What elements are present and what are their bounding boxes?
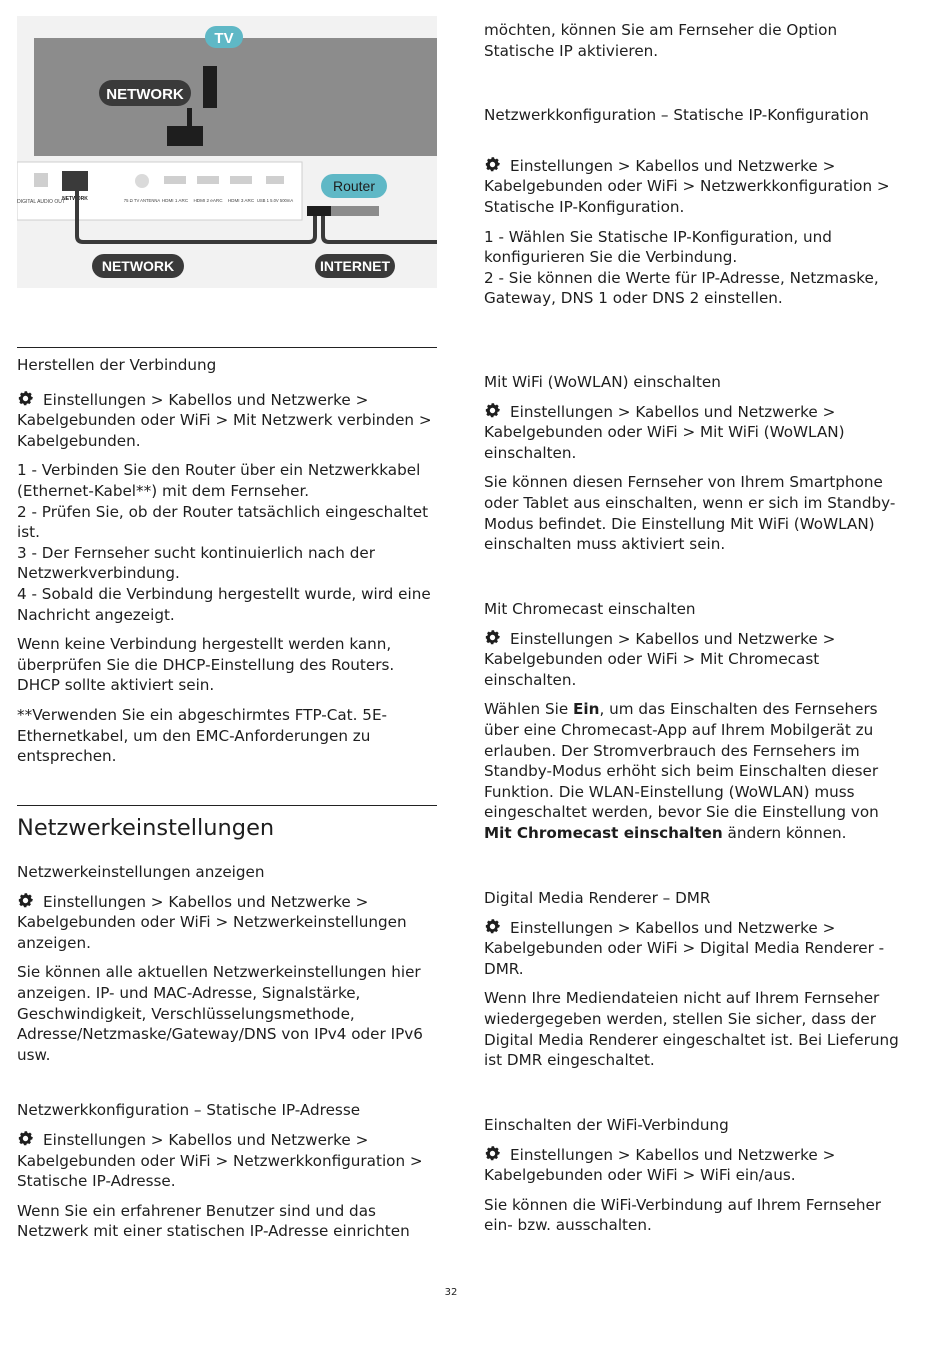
- settings-label: Einstellungen: [510, 156, 613, 175]
- menu-path: > Kabellos und Netzwerke > Kabelgebunden oder WiFi > Netzwerkkonfiguration > Statische IP-Konfiguration.: [484, 156, 890, 216]
- wifi-title: Einschalten der WiFi-Verbindung: [484, 1116, 729, 1134]
- menu-path: > Kabellos und Netzwerke > Kabelgebunden oder WiFi > Mit WiFi (WoWLAN) einschalten.: [484, 402, 845, 462]
- netsettings-heading: Netzwerkeinstellungen: [17, 815, 275, 841]
- dmr-path: [484, 918, 904, 980]
- chromecast-para: [484, 699, 904, 843]
- network-label-bottom: NETWORK: [101, 258, 175, 274]
- page-number: 32: [444, 1287, 458, 1298]
- dmr-title: Digital Media Renderer – DMR: [484, 889, 711, 907]
- wifi-section: [484, 1115, 904, 1236]
- view-settings-title: Netzwerkeinstellungen anzeigen: [17, 863, 265, 881]
- option-ein: Ein: [573, 700, 600, 719]
- connect-path: [17, 390, 438, 452]
- dmr-para: Wenn Ihre Mediendateien nicht auf Ihrem Fernseher wiedergegeben werden, stellen Sie sicher, dass der Digital Media Renderer eingeschaltet ist. Bei Lieferung ist DMR eingeschaltet.: [484, 989, 899, 1070]
- static-ip-config-path: [484, 156, 904, 218]
- port-label: 75 Ω TV ANTENNA: [123, 198, 161, 203]
- chromecast-section: [484, 599, 904, 844]
- port-label: HDMI 1 ARC: [161, 198, 189, 203]
- settings-gear-icon: [484, 629, 501, 646]
- chromecast-title: Mit Chromecast einschalten: [484, 600, 696, 618]
- static-ip-para: Wenn Sie ein erfahrener Benutzer sind und das Netzwerk mit einer statischen IP-Adresse einrichten: [17, 1201, 410, 1241]
- static-ip-config-title: Netzwerkkonfiguration – Statische IP-Konfiguration: [484, 106, 869, 125]
- settings-label: Einstellungen: [43, 892, 146, 911]
- settings-gear-icon: [484, 918, 501, 935]
- settings-gear-icon: [484, 1145, 501, 1162]
- internet-label: INTERNET: [320, 258, 390, 274]
- static-ip-config-section: [484, 20, 904, 309]
- menu-path: > Kabellos und Netzwerke > Kabelgebunden oder WiFi > Netzwerkeinstellungen anzeigen.: [17, 892, 407, 952]
- settings-gear-icon: [17, 892, 34, 909]
- settings-gear-icon: [17, 390, 34, 407]
- port-label: HDMI 2 eARC: [193, 198, 223, 203]
- dmr-section: [484, 888, 904, 1071]
- wowlan-para: Sie können diesen Fernseher von Ihrem Smartphone oder Tablet aus einschalten, wenn er sich im Standby-Modus befindet. Die Einstellung Mit WiFi (WoWLAN) einschalten muss aktiviert sein.: [484, 473, 896, 554]
- view-settings-path: [17, 892, 438, 954]
- static-ip-title: Netzwerkkonfiguration – Statische IP-Adresse: [17, 1101, 361, 1120]
- tv-back-panel: [34, 38, 437, 156]
- connect-step-1: 1 - Verbinden Sie den Router über ein Netzwerkkabel (Ethernet-Kabel**) mit dem Fernseher.: [17, 461, 421, 500]
- section-divider: [17, 347, 437, 348]
- port-label: DIGITAL AUDIO OUT: [17, 199, 65, 205]
- network-label-top: NETWORK: [106, 86, 184, 103]
- wifi-para: Sie können die WiFi-Verbindung auf Ihrem Fernseher ein- bzw. ausschalten.: [484, 1195, 882, 1235]
- static-ip-config-step-1: 1 - Wählen Sie Statische IP-Konfiguration, und konfigurieren Sie die Verbindung.: [484, 227, 832, 267]
- static-ip-intro: möchten, können Sie am Fernseher die Option Statische IP aktivieren.: [484, 21, 838, 60]
- menu-path: > Kabellos und Netzwerke > Kabelgebunden oder WiFi > Digital Media Renderer - DMR.: [484, 918, 885, 978]
- tv-badge-label: TV: [214, 30, 234, 47]
- connect-para-cable: **Verwenden Sie ein abgeschirmtes FTP-Cat. 5E-Ethernetkabel, um den EMC-Anforderungen zu entsprechen.: [17, 705, 388, 766]
- wowlan-title: Mit WiFi (WoWLAN) einschalten: [484, 373, 721, 391]
- settings-label: Einstellungen: [510, 918, 613, 937]
- connect-step-2: 2 - Prüfen Sie, ob der Router tatsächlich eingeschaltet ist.: [17, 502, 429, 542]
- wifi-path: [484, 1145, 904, 1186]
- settings-label: Einstellungen: [510, 629, 613, 648]
- connect-step-3: 3 - Der Fernseher sucht kontinuierlich nach der Netzwerkverbindung.: [17, 543, 375, 583]
- section-divider: [17, 805, 437, 806]
- menu-path: > Kabellos und Netzwerke > Kabelgebunden oder WiFi > WiFi ein/aus.: [484, 1145, 836, 1185]
- port-label: HDMI 3 ARC: [227, 198, 255, 203]
- settings-label: Einstellungen: [43, 1130, 146, 1149]
- wowlan-section: [484, 372, 904, 555]
- chromecast-path: [484, 629, 904, 691]
- settings-label: Einstellungen: [510, 402, 613, 421]
- netsettings-section: [17, 814, 438, 1242]
- port-label: NETWORK: [62, 196, 88, 202]
- connect-step-4: 4 - Sobald die Verbindung hergestellt wurde, wird eine Nachricht angezeigt.: [17, 584, 431, 624]
- connect-section: [17, 355, 438, 767]
- view-settings-para: Sie können alle aktuellen Netzwerkeinstellungen hier anzeigen. IP- und MAC-Adresse, Signalstärke, Geschwindigkeit, Verschlüsselungsmethode, Adresse/Netzmaske/Gateway/DNS von IPv4 oder IPv6 usw.: [17, 963, 423, 1064]
- wowlan-path: [484, 402, 904, 464]
- connect-title: Herstellen der Verbindung: [17, 356, 217, 374]
- connect-para-dhcp: Wenn keine Verbindung hergestellt werden kann, überprüfen Sie die DHCP-Einstellung des Routers. DHCP sollte aktiviert sein.: [17, 635, 395, 695]
- network-connection-illustration: [17, 16, 437, 288]
- static-ip-path: [17, 1130, 438, 1192]
- router-label: Router: [332, 178, 376, 194]
- settings-gear-icon: [17, 1130, 34, 1147]
- settings-label: Einstellungen: [510, 1145, 613, 1164]
- settings-gear-icon: [484, 156, 501, 173]
- port-label: USB 1 5.0V 500mA: [256, 198, 294, 203]
- menu-path: > Kabellos und Netzwerke > Kabelgebunden oder WiFi > Mit Chromecast einschalten.: [484, 629, 836, 689]
- text-run: , um das Einschalten des Fernsehers über eine Chromecast-App auf Ihrem Mobilgerät zu erlauben. Der Stromverbrauch des Fernsehers im Standby-Modus erhöht sich beim Einschalten dieser Funktion. Die WLAN-Einstellung (WoWLAN) muss eingeschaltet werden, bevor Sie die Einstellung von: [484, 700, 879, 822]
- static-ip-config-step-2: 2 - Sie können die Werte für IP-Adresse, Netzmaske, Gateway, DNS 1 oder DNS 2 einstellen.: [484, 268, 879, 308]
- menu-path: > Kabellos und Netzwerke > Kabelgebunden oder WiFi > Netzwerkkonfiguration > Statische IP-Adresse.: [17, 1130, 423, 1191]
- settings-label: Einstellungen: [43, 390, 146, 409]
- option-name: Mit Chromecast einschalten: [484, 823, 723, 842]
- text-run: ändern können.: [722, 823, 847, 842]
- text-run: Wählen Sie: [484, 700, 574, 719]
- settings-gear-icon: [484, 402, 501, 419]
- menu-path: > Kabellos und Netzwerke > Kabelgebunden oder WiFi > Mit Netzwerk verbinden > Kabelgebunden.: [17, 390, 432, 450]
